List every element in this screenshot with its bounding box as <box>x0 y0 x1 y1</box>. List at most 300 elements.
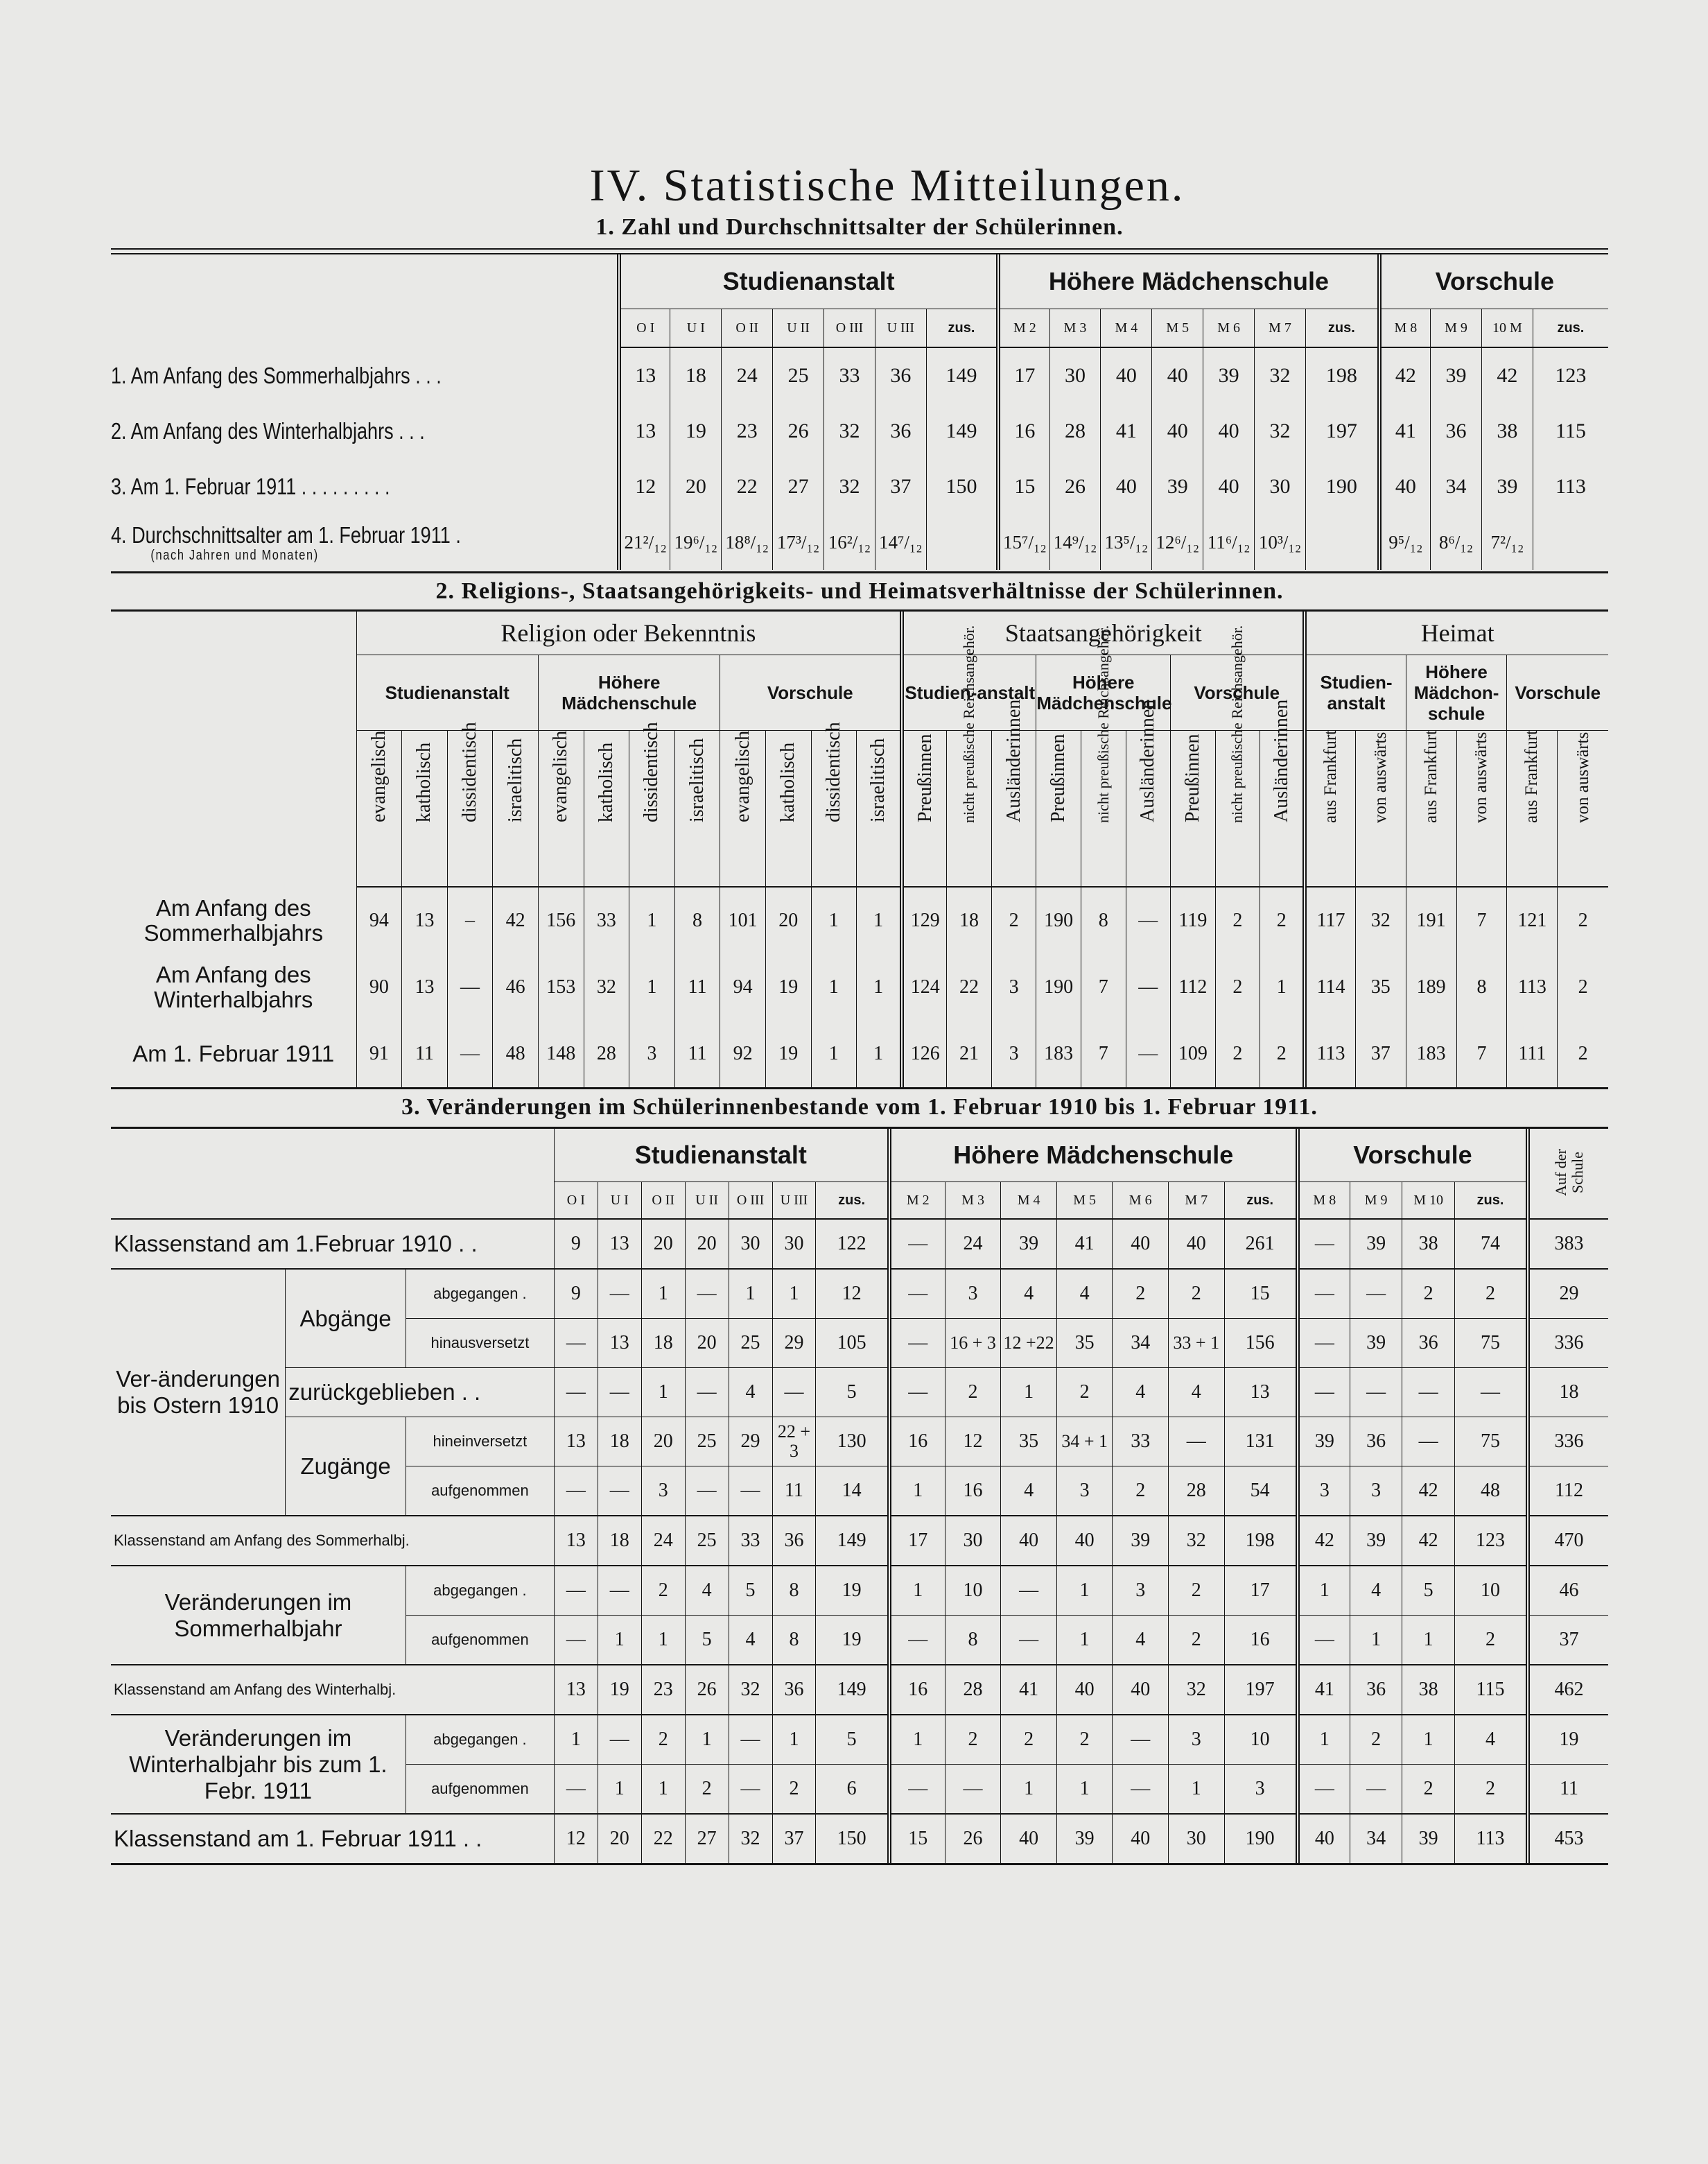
t3-cell: 29 <box>729 1417 772 1466</box>
t3-cell: 113 <box>1454 1814 1528 1863</box>
t2-col-header <box>356 731 402 888</box>
t1-col-header: M 5 <box>1152 309 1203 348</box>
t1-cell: 40 <box>1379 459 1431 514</box>
t3-row <box>111 1516 1608 1566</box>
t1-age-cell: 14⁷/₁₂ <box>875 514 926 570</box>
t3-cell: 1 <box>1298 1715 1350 1765</box>
t3-cell: — <box>772 1368 816 1417</box>
t1-col-header: zus. <box>926 309 998 348</box>
t3-cell: 3 <box>641 1466 685 1516</box>
t3-row-label: Klassenstand am Anfang des Winterhalbj. <box>114 1681 397 1698</box>
t3-row <box>111 1368 1608 1417</box>
t3-cell: 38 <box>1402 1219 1455 1269</box>
t2-col-header-text: israelitisch <box>504 738 526 822</box>
t1-cell: 32 <box>1255 404 1306 459</box>
t3-cell: 12 <box>945 1417 1001 1466</box>
t2-col-header-text: Ausländerinnen <box>1002 699 1025 822</box>
t3-cell: — <box>729 1466 772 1516</box>
t1-cell: 25 <box>773 347 824 404</box>
t1-age-cell: 19⁶/₁₂ <box>670 514 722 570</box>
t3-cell: 1 <box>1402 1715 1455 1765</box>
t2-cell: 94 <box>720 954 766 1021</box>
t3-cell: — <box>1113 1765 1169 1815</box>
t2-col-header <box>447 722 493 888</box>
t3-cell: 25 <box>729 1319 772 1368</box>
t3-cell: 18 <box>598 1417 641 1466</box>
t1-cell: 24 <box>722 347 773 404</box>
t3-cell: 28 <box>945 1665 1001 1715</box>
t1-col-header: zus. <box>1305 309 1379 348</box>
t3-cell: 130 <box>816 1417 889 1466</box>
t1-cell: 150 <box>926 459 998 514</box>
t3-col-header: O II <box>641 1182 685 1220</box>
t1-group-vorschule: Vorschule <box>1379 254 1608 309</box>
t3-cell: — <box>1454 1368 1528 1417</box>
t2-cell: 3 <box>991 954 1036 1021</box>
t3-cell: 1 <box>1168 1765 1224 1815</box>
t3-cell: 32 <box>1168 1516 1224 1566</box>
t3-cell: — <box>554 1368 598 1417</box>
t2-cell: 190 <box>1036 887 1081 954</box>
t2-cell: 33 <box>584 887 629 954</box>
t3-cell: 28 <box>1168 1466 1224 1516</box>
t3-cell: 4 <box>729 1368 772 1417</box>
t3-cell: — <box>1350 1765 1402 1815</box>
t2-col-header-text: Preußinnen <box>1047 734 1070 822</box>
t3-row <box>111 1715 1608 1765</box>
t2-cell: 1 <box>857 1021 903 1087</box>
section1-heading: 1. Zahl und Durchschnittsalter der Schülerinnen. <box>595 214 1124 240</box>
t1-age-cell: 9⁵/₁₂ <box>1379 514 1431 570</box>
t2-col-header-text: aus Frankfurt <box>1522 730 1542 823</box>
t2-row-label: Am Anfang des Winterhalbjahrs <box>154 962 313 1012</box>
t3-cell: 46 <box>1528 1566 1608 1616</box>
t2-col-header-text: katholisch <box>413 742 435 822</box>
t1-cell: 27 <box>773 459 824 514</box>
t3-col-header: M 6 <box>1113 1182 1169 1220</box>
t3-cell: 42 <box>1298 1516 1350 1566</box>
t3-cell: 2 <box>1350 1715 1402 1765</box>
t3-cell: 42 <box>1402 1466 1455 1516</box>
t1-cell: 15 <box>998 459 1049 514</box>
t3-cell: 123 <box>1454 1516 1528 1566</box>
t3-cell: 40 <box>1056 1665 1113 1715</box>
t3-subgroup-label: Zugänge <box>286 1417 406 1516</box>
t3-cell: 40 <box>1001 1516 1057 1566</box>
t1-age-cell <box>1305 514 1379 570</box>
t2-cell: 94 <box>356 887 402 954</box>
t2-cell: 22 <box>947 954 992 1021</box>
t2-col-header <box>1507 731 1558 888</box>
t3-cell: 112 <box>1528 1466 1608 1516</box>
t2-col-header <box>902 731 947 888</box>
t2-col-header <box>674 731 720 888</box>
t1-age-label <box>111 514 528 570</box>
t3-cell: 5 <box>816 1715 889 1765</box>
t3-group-vorschule: Vorschule <box>1298 1129 1528 1182</box>
t2-cell: 1 <box>1260 954 1305 1021</box>
t2-col-header-text: evangelisch <box>367 730 390 822</box>
t3-cell: 9 <box>554 1269 598 1319</box>
t3-cell: — <box>598 1466 641 1516</box>
t3-cell: 3 <box>1298 1466 1350 1516</box>
t3-cell: 1 <box>554 1715 598 1765</box>
t3-cell: 40 <box>1113 1219 1169 1269</box>
t1-cell: 37 <box>875 459 926 514</box>
t3-cell: 35 <box>1056 1319 1113 1368</box>
t3-cell: 2 <box>945 1715 1001 1765</box>
t3-cell: 453 <box>1528 1814 1608 1863</box>
t3-cell: 105 <box>816 1319 889 1368</box>
t3-cell: 24 <box>641 1516 685 1566</box>
t1-group-studienanstalt: Studienanstalt <box>619 254 998 309</box>
t3-cell: 20 <box>685 1319 729 1368</box>
t3-cell: 1 <box>1350 1616 1402 1665</box>
t3-cell: 13 <box>1224 1368 1298 1417</box>
t2-row-label: Am 1. Februar 1911 <box>132 1041 335 1066</box>
t2-cell: — <box>447 954 493 1021</box>
t3-cell: 29 <box>1528 1269 1608 1319</box>
t3-cell: — <box>1001 1616 1057 1665</box>
t2-col-header <box>629 722 675 888</box>
t3-cell: 75 <box>1454 1319 1528 1368</box>
t3-cell: 27 <box>685 1814 729 1863</box>
t3-cell: — <box>889 1269 946 1319</box>
t3-cell: 16 <box>1224 1616 1298 1665</box>
t2-cell: 3 <box>991 1021 1036 1087</box>
t3-cell: 12 <box>554 1814 598 1863</box>
t2-row <box>111 887 1608 954</box>
t2-col-header <box>584 731 629 888</box>
t1-age-cell: 13⁵/₁₂ <box>1101 514 1152 570</box>
t3-cell: 1 <box>1056 1616 1113 1665</box>
t3-auf-der-schule: Auf der Schule <box>1528 1129 1608 1219</box>
t2-cell: 183 <box>1406 1021 1456 1087</box>
t3-cell: — <box>1298 1368 1350 1417</box>
t1-cell: 40 <box>1203 404 1255 459</box>
t2-hei-hoehere: Höhere Mädchon-schule <box>1406 655 1507 731</box>
t1-cell: 17 <box>998 347 1049 404</box>
t3-row-label: zurückgeblieben . . <box>286 1368 555 1417</box>
t1-col-header: zus. <box>1533 309 1608 348</box>
t3-col-header: M 7 <box>1168 1182 1224 1220</box>
t3-cell: 383 <box>1528 1219 1608 1269</box>
t3-cell: 1 <box>641 1616 685 1665</box>
t3-cell: 1 <box>889 1466 946 1516</box>
t3-col-header: U III <box>772 1182 816 1220</box>
t1-cell: 40 <box>1203 459 1255 514</box>
t1-age-cell: 21²/₁₂ <box>619 514 670 570</box>
t2-cell: 1 <box>629 954 675 1021</box>
t1-col-header: M 6 <box>1203 309 1255 348</box>
t2-col-header-text: von auswärts <box>1472 732 1491 823</box>
t3-cell: 131 <box>1224 1417 1298 1466</box>
t3-cell: — <box>1298 1269 1350 1319</box>
t1-cell: 13 <box>619 404 670 459</box>
t3-group-studienanstalt: Studienanstalt <box>554 1129 889 1182</box>
t1-cell: 39 <box>1152 459 1203 514</box>
t1-col-header: O I <box>619 309 670 348</box>
t3-row <box>111 1566 1608 1616</box>
t3-col-header: U II <box>685 1182 729 1220</box>
t2-group-religion: Religion oder Bekenntnis <box>356 612 902 655</box>
t1-cell: 28 <box>1049 404 1101 459</box>
t1-col-header: M 4 <box>1101 309 1152 348</box>
section2-heading: 2. Religions-, Staatsangehörigkeits- und Heimatsverhältnisse der Schülerinnen. <box>435 578 1284 604</box>
t2-cell: 190 <box>1036 954 1081 1021</box>
t3-row <box>111 1219 1608 1269</box>
t1-age-label-text: 4. Durchschnittsalter am 1. Februar 1911 . <box>111 522 461 548</box>
t2-col-header-text: dissidentisch <box>640 722 663 822</box>
t1-age-cell: 12⁶/₁₂ <box>1152 514 1203 570</box>
t1-cell: 149 <box>926 347 998 404</box>
t2-col-header-text: israelitisch <box>686 738 708 822</box>
t3-cell: 149 <box>816 1516 889 1566</box>
t3-group-label: Veränderungen im Winterhalbjahr bis zum 1. Febr. 1911 <box>129 1724 387 1803</box>
t3-cell: — <box>1350 1269 1402 1319</box>
t3-cell: 1 <box>889 1715 946 1765</box>
t2-cell: 129 <box>902 887 947 954</box>
t3-cell: 74 <box>1454 1219 1528 1269</box>
t3-cell: 5 <box>816 1368 889 1417</box>
t1-col-header: 10 M <box>1481 309 1533 348</box>
t1-cell: 26 <box>1049 459 1101 514</box>
t1-row-label: 3. Am 1. Februar 1911 . . . . . . . . . <box>111 474 390 499</box>
t3-cell: 2 <box>1001 1715 1057 1765</box>
t3-cell: 15 <box>1224 1269 1298 1319</box>
t2-col-header <box>811 722 857 888</box>
t1-cell: 40 <box>1101 347 1152 404</box>
t3-cell: 462 <box>1528 1665 1608 1715</box>
t2-sta-studienanstalt: Studien-anstalt <box>902 655 1036 731</box>
t3-cell: 16 <box>889 1417 946 1466</box>
t1-cell: 42 <box>1481 347 1533 404</box>
t3-cell: — <box>1298 1616 1350 1665</box>
t3-cell: 1 <box>641 1368 685 1417</box>
t3-cell: 30 <box>1168 1814 1224 1863</box>
t2-col-header-text: katholisch <box>777 742 799 822</box>
t3-cell: 38 <box>1402 1665 1455 1715</box>
t1-row <box>111 404 1608 459</box>
t3-cell: 198 <box>1224 1516 1298 1566</box>
t3-cell: 2 <box>772 1765 816 1815</box>
t2-cell: 191 <box>1406 887 1456 954</box>
t3-cell: 3 <box>945 1269 1001 1319</box>
t1-col-header: U III <box>875 309 926 348</box>
t3-cell: 39 <box>1350 1219 1402 1269</box>
t1-cell: 19 <box>670 404 722 459</box>
t3-cell: — <box>554 1466 598 1516</box>
t3-cell: 39 <box>1001 1219 1057 1269</box>
t2-cell: 46 <box>493 954 539 1021</box>
t3-cell: 20 <box>598 1814 641 1863</box>
t1-cell: 23 <box>722 404 773 459</box>
t3-row-label: aufgenommen <box>406 1466 554 1516</box>
t3-cell: 1 <box>1056 1566 1113 1616</box>
t3-col-header: zus. <box>1454 1182 1528 1220</box>
t2-cell: 148 <box>538 1021 584 1087</box>
t3-col-header: M 4 <box>1001 1182 1057 1220</box>
t3-cell: 19 <box>598 1665 641 1715</box>
t2-cell: 101 <box>720 887 766 954</box>
t1-cell: 41 <box>1101 404 1152 459</box>
t3-col-header: O III <box>729 1182 772 1220</box>
t2-cell: 1 <box>857 954 903 1021</box>
t1-age-cell: 15⁷/₁₂ <box>998 514 1049 570</box>
t1-row-label: 1. Am Anfang des Sommerhalbjahrs . . . <box>111 362 442 388</box>
t2-cell: 1 <box>629 887 675 954</box>
t3-cell: 40 <box>1113 1665 1169 1715</box>
t3-cell: 17 <box>889 1516 946 1566</box>
t3-cell: 26 <box>685 1665 729 1715</box>
t3-cell: 2 <box>1454 1616 1528 1665</box>
t2-col-header-text: israelitisch <box>867 738 889 822</box>
t1-row-label: 2. Am Anfang des Winterhalbjahrs . . . <box>111 418 425 444</box>
t2-sta-hoehere: Höhere Mädchenschule <box>1036 655 1171 731</box>
t3-cell: 14 <box>816 1466 889 1516</box>
t1-age-cell: 14⁹/₁₂ <box>1049 514 1101 570</box>
t1-age-cell: 11⁶/₁₂ <box>1203 514 1255 570</box>
t3-cell: 4 <box>1113 1368 1169 1417</box>
t1-cell: 20 <box>670 459 722 514</box>
t3-cell: 1 <box>1298 1566 1350 1616</box>
t2-cell: — <box>1126 887 1171 954</box>
t3-cell: 30 <box>945 1516 1001 1566</box>
t3-cell: 39 <box>1056 1814 1113 1863</box>
t2-cell: 2 <box>1215 954 1260 1021</box>
t2-col-header <box>1126 699 1171 888</box>
t3-cell: 20 <box>685 1219 729 1269</box>
t3-cell: 54 <box>1224 1466 1298 1516</box>
t3-cell: 470 <box>1528 1516 1608 1566</box>
t2-hei-vorschule: Vorschule <box>1507 655 1608 731</box>
t3-cell: — <box>1298 1219 1350 1269</box>
t3-cell: 16 <box>889 1665 946 1715</box>
t3-cell: 5 <box>1402 1566 1455 1616</box>
t2-cell: 126 <box>902 1021 947 1087</box>
t3-cell: 2 <box>641 1566 685 1616</box>
t2-col-header <box>1171 731 1216 888</box>
t3-cell: 1 <box>641 1269 685 1319</box>
t3-cell: 115 <box>1454 1665 1528 1715</box>
t3-cell: 1 <box>889 1566 946 1616</box>
t2-cell: 121 <box>1507 887 1558 954</box>
t2-cell: 113 <box>1305 1021 1355 1087</box>
t3-cell: 2 <box>1402 1765 1455 1815</box>
t2-cell: 11 <box>402 1021 448 1087</box>
t3-cell: 2 <box>1056 1368 1113 1417</box>
t3-cell: 25 <box>685 1516 729 1566</box>
t3-cell: 6 <box>816 1765 889 1815</box>
t3-cell: 1 <box>1056 1765 1113 1815</box>
t1-row-age <box>111 514 1608 570</box>
t3-cell: 4 <box>1113 1616 1169 1665</box>
t2-cell: 1 <box>811 887 857 954</box>
t3-cell: — <box>889 1219 946 1269</box>
t2-sta-vorschule: Vorschule <box>1171 655 1305 731</box>
t2-col-header <box>1558 731 1608 888</box>
t3-cell: 13 <box>598 1219 641 1269</box>
t3-col-header: M 2 <box>889 1182 946 1220</box>
t2-cell: 90 <box>356 954 402 1021</box>
table-enrollment <box>111 254 1608 570</box>
t2-group-heimat: Heimat <box>1305 612 1608 655</box>
t3-cell: 12 +22 <box>1001 1319 1057 1368</box>
t2-cell: 2 <box>991 887 1036 954</box>
t2-cell: – <box>447 887 493 954</box>
t2-cell: 32 <box>1355 887 1406 954</box>
t2-col-header-text: aus Frankfurt <box>1321 730 1341 823</box>
t3-cell: 40 <box>1001 1814 1057 1863</box>
t1-cell: 26 <box>773 404 824 459</box>
t3-cell: 18 <box>1528 1368 1608 1417</box>
t2-cell: 183 <box>1036 1021 1081 1087</box>
t3-cell: 3 <box>1113 1566 1169 1616</box>
t3-cell: 25 <box>685 1417 729 1466</box>
t2-col-header <box>1305 731 1355 888</box>
t3-row-label: abgegangen . <box>406 1566 554 1616</box>
t1-cell: 41 <box>1379 404 1431 459</box>
t3-cell: — <box>685 1466 729 1516</box>
t3-cell: 48 <box>1454 1466 1528 1516</box>
t3-cell: 3 <box>1350 1466 1402 1516</box>
t2-col-header <box>493 731 539 888</box>
t3-cell: 2 <box>945 1368 1001 1417</box>
t1-cell: 40 <box>1152 347 1203 404</box>
t2-col-header-text: evangelisch <box>731 730 753 822</box>
t3-cell: 40 <box>1056 1516 1113 1566</box>
t2-hei-studienanstalt: Studien-anstalt <box>1305 655 1406 731</box>
t3-cell: 8 <box>772 1566 816 1616</box>
t3-cell: — <box>598 1715 641 1765</box>
t1-cell: 18 <box>670 347 722 404</box>
t3-cell: 3 <box>1224 1765 1298 1815</box>
t3-cell: 2 <box>1168 1269 1224 1319</box>
t2-cell: 32 <box>584 954 629 1021</box>
t2-cell: 156 <box>538 887 584 954</box>
t1-col-header: M 2 <box>998 309 1049 348</box>
t3-cell: — <box>598 1566 641 1616</box>
t3-col-header: U I <box>598 1182 641 1220</box>
t3-cell: 19 <box>1528 1715 1608 1765</box>
t2-cell: 35 <box>1355 954 1406 1021</box>
t1-age-cell: 16²/₁₂ <box>824 514 875 570</box>
t1-cell: 36 <box>875 404 926 459</box>
t2-col-header-text: nicht preußische Reichsangehör. <box>1094 625 1112 823</box>
t3-cell: 36 <box>1402 1319 1455 1368</box>
t3-cell: 1 <box>598 1616 641 1665</box>
t1-age-cell: 7²/₁₂ <box>1481 514 1533 570</box>
t3-cell: 10 <box>945 1566 1001 1616</box>
t1-cell: 42 <box>1379 347 1431 404</box>
t2-cell: 124 <box>902 954 947 1021</box>
t3-cell: 41 <box>1001 1665 1057 1715</box>
t2-cell: 8 <box>1081 887 1126 954</box>
t3-cell: 4 <box>1168 1368 1224 1417</box>
t3-cell: 15 <box>889 1814 946 1863</box>
t3-cell: — <box>945 1765 1001 1815</box>
t1-cell: 38 <box>1481 404 1533 459</box>
t3-cell: 1 <box>772 1715 816 1765</box>
t3-cell: 10 <box>1454 1566 1528 1616</box>
t3-cell: 37 <box>1528 1616 1608 1665</box>
t3-cell: 150 <box>816 1814 889 1863</box>
t2-cell: 42 <box>493 887 539 954</box>
t1-row <box>111 347 1608 404</box>
t3-cell: 13 <box>554 1516 598 1566</box>
t3-cell: 2 <box>685 1765 729 1815</box>
t2-col-header <box>1406 731 1456 888</box>
